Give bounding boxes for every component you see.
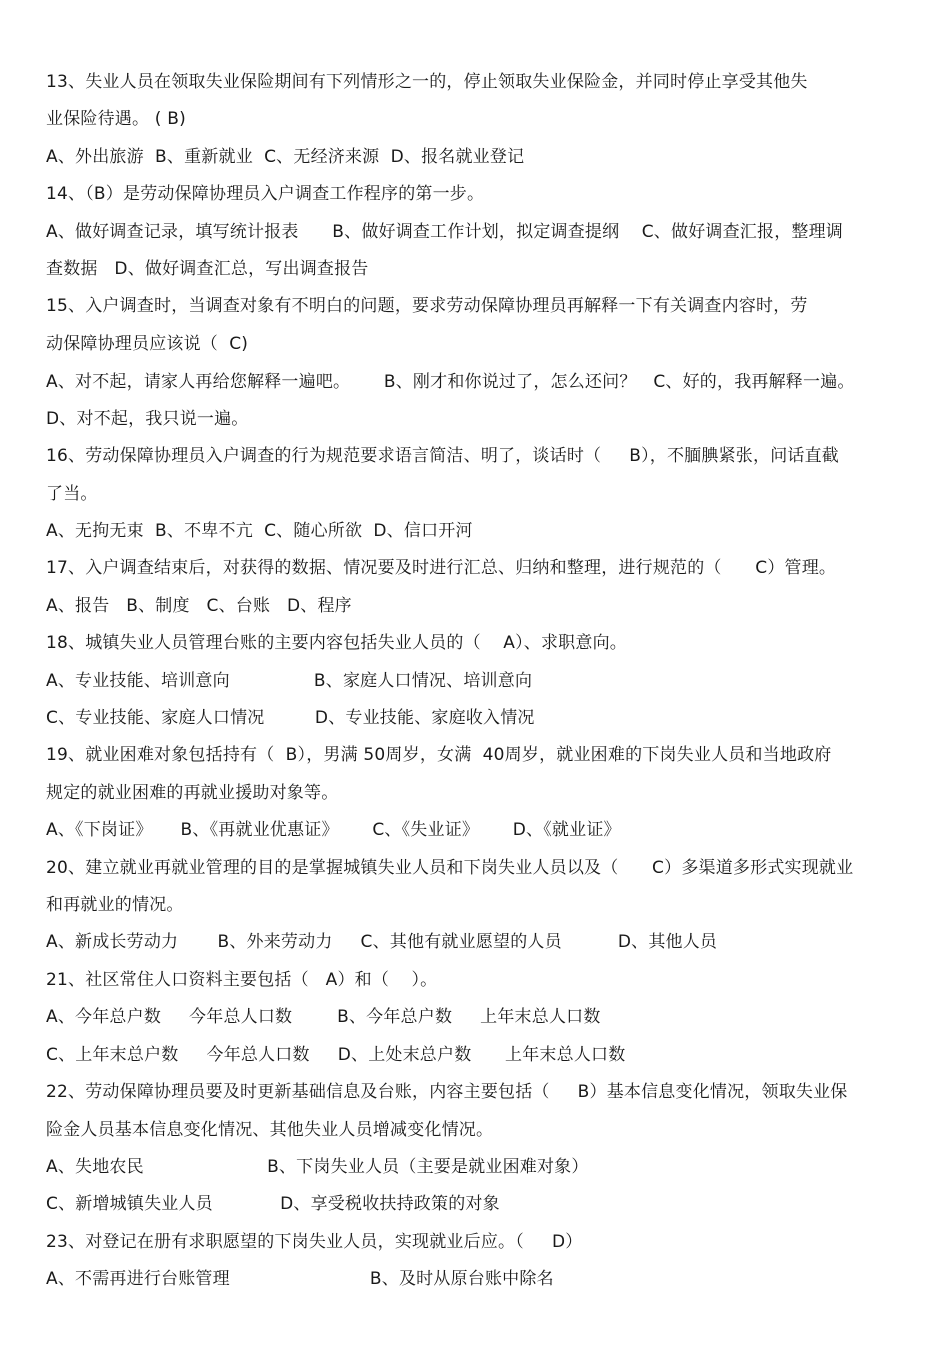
question-22-stem-line-2: 险金人员基本信息变化情况、其他失业人员增减变化情况。 (46, 1120, 494, 1140)
question-23-stem: 23、对登记在册有求职愿望的下岗失业人员，实现就业后应。（ D） (46, 1232, 583, 1252)
question-14-options-line-1: A、做好调查记录，填写统计报表 B、做好调查工作计划，拟定调查提纲 C、做好调查汇报，整理调 (46, 222, 843, 242)
question-17-options: A、报告 B、制度 C、台账 D、程序 (46, 596, 352, 616)
question-19-stem-line-2: 规定的就业困难的再就业援助对象等。 (46, 783, 339, 803)
question-14-options-line-2: 查数据 D、做好调查汇总，写出调查报告 (46, 259, 369, 279)
question-21-options-line-1: A、今年总户数 今年总人口数 B、今年总户数 上年末总人口数 (46, 1007, 601, 1027)
question-23-options: A、不需再进行台账管理 B、及时从原台账中除名 (46, 1269, 554, 1289)
question-17-stem: 17、入户调查结束后，对获得的数据、情况要及时进行汇总、归纳和整理，进行规范的（ C）管理。 (46, 558, 837, 578)
question-15-options-line-2: D、对不起，我只说一遍。 (46, 409, 249, 429)
question-13-stem-line-2: 业保险待遇。 ( B) (46, 109, 186, 129)
question-15-stem-line-2: 动保障协理员应该说（ C) (46, 334, 249, 354)
question-21-stem: 21、社区常住人口资料主要包括（ A）和（ ）。 (46, 970, 438, 990)
question-19-options: A、《下岗证》 B、《再就业优惠证》 C、《失业证》 D、《就业证》 (46, 820, 621, 840)
question-20-stem-line-1: 20、建立就业再就业管理的目的是掌握城镇失业人员和下岗失业人员以及（ C）多渠道多形式实现就业 (46, 858, 854, 878)
question-18-stem: 18、城镇失业人员管理台账的主要内容包括失业人员的（ A）、求职意向。 (46, 633, 627, 653)
question-15-options-line-1: A、对不起，请家人再给您解释一遍吧。 B、刚才和你说过了，怎么还问？ C、好的，我再解释一遍。 (46, 372, 855, 392)
question-22-stem-line-1: 22、劳动保障协理员要及时更新基础信息及台账，内容主要包括（ B）基本信息变化情况，领取失业保 (46, 1082, 848, 1102)
question-16-options: A、无拘无束 B、不卑不亢 C、随心所欲 D、信口开河 (46, 521, 473, 541)
question-16-stem-line-1: 16、劳动保障协理员入户调查的行为规范要求语言简洁、明了，谈话时（ B），不腼腆紧张，问话直截 (46, 446, 840, 466)
question-15-stem-line-1: 15、入户调查时，当调查对象有不明白的问题，要求劳动保障协理员再解释一下有关调查内容时，劳 (46, 296, 808, 316)
question-18-options-line-2: C、专业技能、家庭人口情况 D、专业技能、家庭收入情况 (46, 708, 535, 728)
question-14-stem: 14、（B）是劳动保障协理员入户调查工作程序的第一步。 (46, 184, 485, 204)
question-22-options-line-1: A、失地农民 B、下岗失业人员（主要是就业困难对象） (46, 1157, 589, 1177)
question-22-options-line-2: C、新增城镇失业人员 D、享受税收扶持政策的对象 (46, 1194, 500, 1214)
question-13-stem-line-1: 13、失业人员在领取失业保险期间有下列情形之一的，停止领取失业保险金，并同时停止享受其他失 (46, 72, 808, 92)
question-20-options: A、新成长劳动力 B、外来劳动力 C、其他有就业愿望的人员 D、其他人员 (46, 932, 718, 952)
question-20-stem-line-2: 和再就业的情况。 (46, 895, 184, 915)
question-13-options: A、外出旅游 B、重新就业 C、无经济来源 D、报名就业登记 (46, 147, 525, 167)
question-19-stem-line-1: 19、就业困难对象包括持有（ B），男满 50周岁，女满 40周岁，就业困难的下岗失业人员和当地政府 (46, 745, 832, 765)
question-16-stem-line-2: 了当。 (46, 484, 98, 504)
question-21-options-line-2: C、上年末总户数 今年总人口数 D、上处末总户数 上年末总人口数 (46, 1045, 626, 1065)
question-18-options-line-1: A、专业技能、培训意向 B、家庭人口情况、培训意向 (46, 671, 533, 691)
